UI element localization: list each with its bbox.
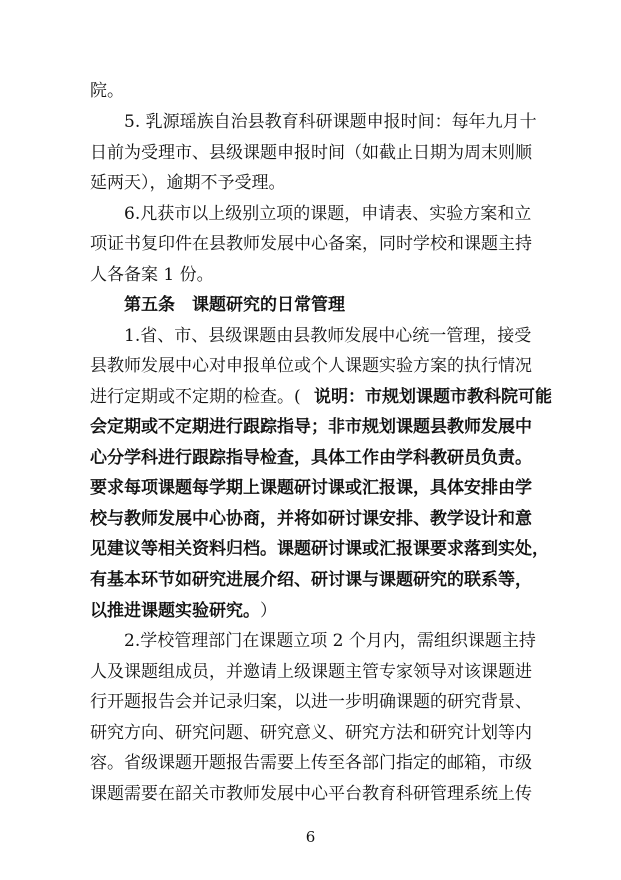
text-line — [0, 718, 621, 748]
text-segment: 县教师发展中心对申报单位或个人课题实验方案的执行情况 — [90, 356, 532, 376]
section-heading-text: 第五条 课题研究的日常管理 — [124, 295, 345, 315]
text-segment: 课题需要在韶关市教师发展中心平台教育科研管理系统上传 — [90, 784, 532, 804]
text-segment: 行开题报告会并记录归案，以进一步明确课题的研究背景、 — [90, 692, 532, 712]
text-segment: ） — [260, 601, 277, 621]
text-line — [0, 657, 621, 687]
section-heading — [0, 290, 621, 320]
text-segment: 进行定期或不定期的检查。( — [90, 387, 301, 407]
text-segment: 院。 — [90, 81, 124, 101]
bold-note-line — [0, 534, 621, 564]
bold-note-text: 说明：市规划课题市教科院可能 — [314, 387, 552, 407]
text-segment: 人及课题组成员，并邀请上级课题主管专家领导对该课题进 — [90, 662, 532, 682]
bold-note-line — [0, 412, 621, 442]
bold-note-line — [0, 443, 621, 473]
text-line — [0, 260, 621, 290]
text-line — [0, 76, 621, 106]
bold-note-text: 要求每项课题每学期上课题研讨课或汇报课，具体安排由学 — [90, 478, 532, 498]
bold-note-text: 有基本环节如研究进展介绍、研讨课与课题研究的联系等， — [90, 570, 532, 590]
text-segment: 研究方向、研究问题、研究意义、研究方法和研究计划等内 — [90, 723, 532, 743]
text-line — [0, 351, 621, 381]
text-line — [0, 626, 621, 656]
text-segment: 1.省、市、县级课题由县教师发展中心统一管理，接受 — [124, 326, 532, 346]
text-line — [0, 687, 621, 717]
bold-note-text: 会定期或不定期进行跟踪指导；非市规划课题县教师发展中 — [90, 417, 532, 437]
bold-note-text: 心分学科进行跟踪指导检查，具体工作由学科教研员负责。 — [90, 448, 532, 468]
text-segment: 容。省级课题开题报告需要上传至各部门指定的邮箱，市级 — [90, 753, 532, 773]
text-segment: 延两天），逾期不予受理。 — [90, 173, 286, 193]
bold-note-text: 校与教师发展中心协商，并将如研讨课安排、教学设计和意 — [90, 509, 532, 529]
text-line — [0, 321, 621, 351]
text-line — [0, 138, 621, 168]
text-line — [0, 107, 621, 137]
text-line — [0, 779, 621, 809]
bold-note-line — [0, 565, 621, 595]
text-segment: 人各备案 1 份。 — [90, 265, 214, 285]
text-line — [0, 168, 621, 198]
text-line — [0, 199, 621, 229]
text-segment: 项证书复印件在县教师发展中心备案，同时学校和课题主持 — [90, 234, 532, 254]
text-line — [0, 748, 621, 778]
bold-note-line — [0, 473, 621, 503]
bold-note-line — [0, 504, 621, 534]
bold-note-text: 以推进课题实验研究。 — [90, 601, 260, 621]
text-line — [0, 382, 621, 412]
text-segment: 5. 乳源瑶族自治县教育科研课题申报时间：每年九月十 — [124, 112, 537, 132]
bold-note-text: 见建议等相关资料归档。课题研讨课或汇报课要求落到实处， — [90, 539, 549, 559]
text-line — [0, 596, 621, 626]
text-segment: 6.凡获市以上级别立项的课题，申请表、实验方案和立 — [124, 204, 532, 224]
text-line — [0, 229, 621, 259]
text-segment: 2.学校管理部门在课题立项 2 个月内，需组织课题主持 — [124, 631, 536, 651]
page-number: 6 — [305, 828, 316, 846]
text-segment: 日前为受理市、县级课题申报时间（如截止日期为周末则顺 — [90, 143, 532, 163]
